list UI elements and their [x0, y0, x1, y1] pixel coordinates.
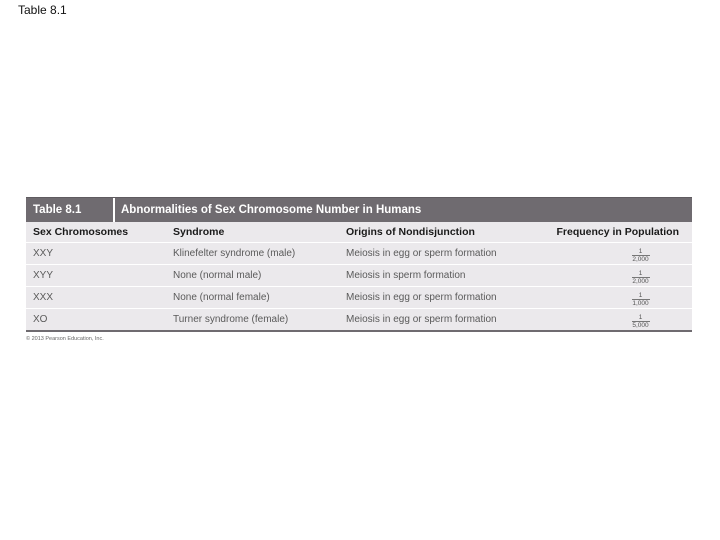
cell-frequency [529, 243, 692, 265]
cell-syndrome: None (normal male) [166, 265, 339, 287]
table-row [26, 309, 692, 331]
cell-chromosomes: XXX [26, 287, 166, 309]
frequency-fraction [630, 292, 650, 307]
cell-origin: Meiosis in egg or sperm formation [339, 287, 529, 309]
column-header-frequency: Frequency in Population [529, 222, 692, 243]
fraction-numerator: 1 [638, 291, 643, 299]
table-figure [26, 197, 692, 342]
cell-origin: Meiosis in sperm formation [339, 265, 529, 287]
column-header-chromosomes: Sex Chromosomes [26, 222, 166, 243]
fraction-denominator: 2,000 [632, 255, 649, 263]
table-label: Table 8.1 [26, 198, 115, 222]
fraction-denominator: 1,000 [632, 299, 649, 307]
cell-chromosomes: XO [26, 309, 166, 331]
cell-frequency [529, 309, 692, 331]
cell-frequency [529, 265, 692, 287]
frequency-fraction [630, 314, 650, 329]
cell-origin: Meiosis in egg or sperm formation [339, 309, 529, 331]
frequency-fraction [630, 270, 650, 285]
cell-frequency [529, 287, 692, 309]
fraction-numerator: 1 [638, 247, 643, 255]
frequency-fraction [630, 248, 650, 263]
table-row [26, 265, 692, 287]
cell-origin: Meiosis in egg or sperm formation [339, 243, 529, 265]
table-row [26, 243, 692, 265]
fraction-numerator: 1 [638, 269, 643, 277]
table-title: Abnormalities of Sex Chromosome Number in Humans [121, 204, 422, 216]
slide-title: Table 8.1 [18, 3, 67, 17]
table-row [26, 287, 692, 309]
column-header-origin: Origins of Nondisjunction [339, 222, 529, 243]
cell-syndrome: Klinefelter syndrome (male) [166, 243, 339, 265]
column-header-row [26, 222, 692, 243]
cell-chromosomes: XYY [26, 265, 166, 287]
data-table [26, 222, 692, 330]
table-header-bar [26, 197, 692, 222]
fraction-denominator: 2,000 [632, 277, 649, 285]
cell-syndrome: None (normal female) [166, 287, 339, 309]
fraction-denominator: 5,000 [632, 321, 649, 329]
table-bottom-rule [26, 330, 692, 332]
copyright-notice: © 2013 Pearson Education, Inc. [26, 336, 104, 342]
column-header-syndrome: Syndrome [166, 222, 339, 243]
cell-syndrome: Turner syndrome (female) [166, 309, 339, 331]
fraction-numerator: 1 [638, 313, 643, 321]
cell-chromosomes: XXY [26, 243, 166, 265]
